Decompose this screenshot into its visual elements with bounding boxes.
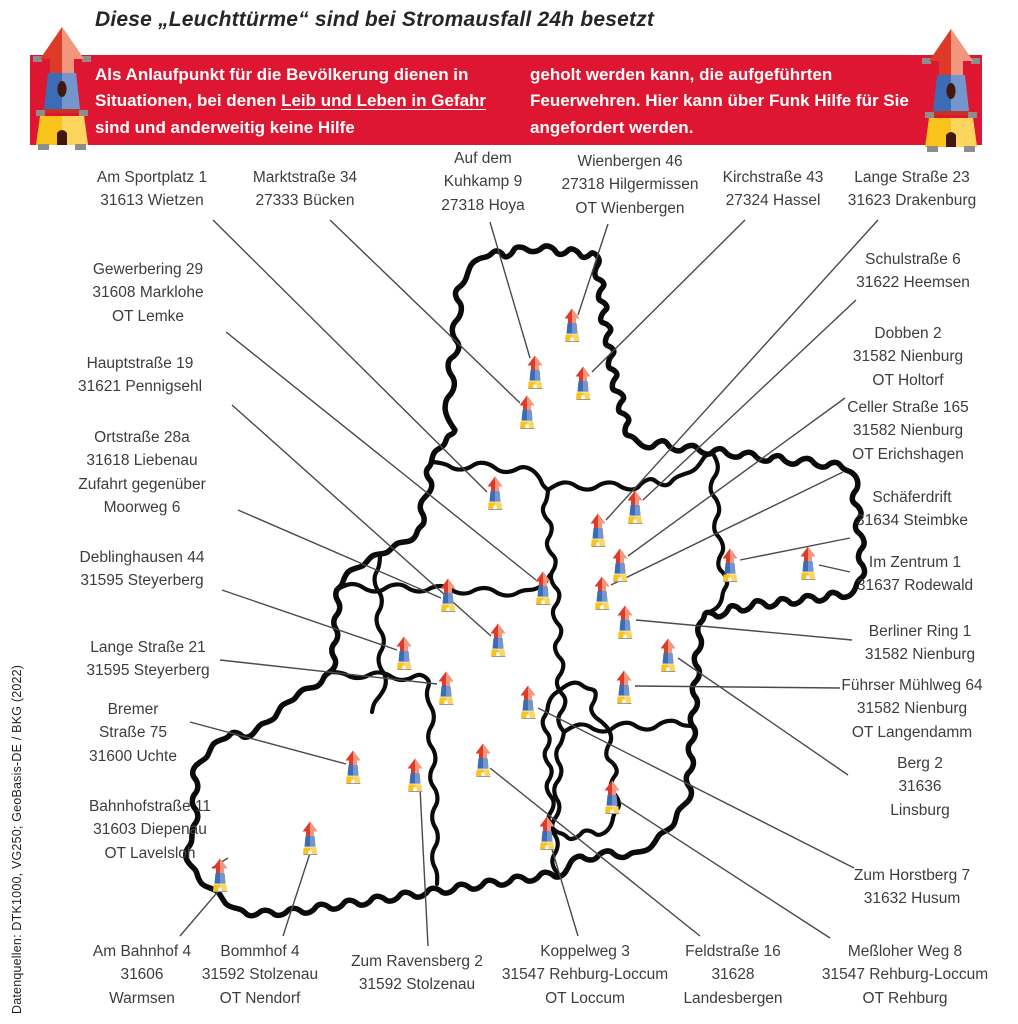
lighthouse-marker-icon xyxy=(613,549,628,583)
leader-line-marklohe xyxy=(226,332,536,580)
map-label-warmsen xyxy=(93,940,191,1010)
leader-line-hoya xyxy=(490,222,530,358)
map-label-lavelsloh xyxy=(89,795,211,865)
map-label-linsburg xyxy=(890,752,949,822)
lighthouse-marker-icon xyxy=(303,822,318,856)
lighthouse-marker-icon xyxy=(488,477,503,511)
map-label-buecken xyxy=(253,166,357,213)
map-label-line: Koppelweg 3 xyxy=(540,943,630,960)
lighthouse-marker-icon xyxy=(591,514,606,548)
map-label-line: 31637 Rodewald xyxy=(856,577,974,595)
map-label-uchte xyxy=(89,698,177,768)
leader-line-rehburg xyxy=(620,802,830,938)
map-label-line: 31613 Wietzen xyxy=(100,192,204,210)
map-label-line: Auf dem xyxy=(454,150,512,167)
lighthouse-marker-icon xyxy=(521,686,536,720)
banner-text-left-underlined: Leib und Leben in Gefahr xyxy=(281,91,487,111)
map-label-line: OT Nendorf xyxy=(219,989,301,1007)
map-label-line: OT Langendamm xyxy=(851,723,973,741)
map-label-line: Landesbergen xyxy=(683,989,783,1007)
map-label-line: Am Sportplatz 1 xyxy=(96,169,208,186)
map-label-erichshagen xyxy=(847,396,968,466)
map-label-line: Kuhkamp 9 xyxy=(443,173,523,191)
map-label-hoya xyxy=(441,147,525,217)
leader-line-rodewald xyxy=(819,565,850,572)
map-label-line: Meßloher Weg 8 xyxy=(847,943,963,960)
map-label-steyerberg-lange xyxy=(86,636,209,683)
lighthouse-marker-icon xyxy=(576,367,591,401)
map-label-line: 31636 xyxy=(898,778,942,796)
map-label-marklohe xyxy=(92,258,203,328)
map-label-line: 31634 Steimbke xyxy=(855,512,969,530)
map-label-line: Warmsen xyxy=(109,989,175,1007)
map-label-line: Am Bahnhof 4 xyxy=(92,943,192,960)
map-label-line: Linsburg xyxy=(890,801,950,819)
leader-line-buecken xyxy=(330,220,520,403)
map-label-line: 31582 Nienburg xyxy=(864,646,976,664)
lighthouse-marker-icon xyxy=(397,637,412,671)
map-markers xyxy=(213,309,816,893)
map-label-line: Zufahrt gegenüber xyxy=(78,475,206,493)
lighthouse-marker-icon xyxy=(723,549,738,583)
municipal-border xyxy=(372,556,386,712)
lighthouse-marker-icon xyxy=(439,672,454,706)
map-label-line: Gewerbering 29 xyxy=(92,261,204,278)
map-label-loccum xyxy=(502,940,668,1010)
map-label-line: 31600 Uchte xyxy=(89,747,177,765)
map-label-line: 31628 xyxy=(711,966,755,984)
lighthouse-marker-icon xyxy=(441,579,456,613)
banner-text-left-part2: sind und anderweitig keine Hilfe xyxy=(95,117,355,137)
data-source-note: Datenquellen: DTK1000, VG250; GeoBasis-DE / BKG (2022) xyxy=(10,664,24,1014)
map-label-line: 31622 Heemsen xyxy=(856,274,970,292)
leader-line-landesbergen xyxy=(490,768,700,936)
map-label-pennigsehl xyxy=(78,352,202,399)
lighthouse-marker-icon xyxy=(801,547,816,581)
leader-lines xyxy=(180,220,878,946)
map-label-line: 27333 Bücken xyxy=(255,192,355,210)
lighthouse-marker-icon xyxy=(628,491,643,525)
map-label-hassel xyxy=(723,166,824,213)
map-label-line: 31595 Steyerberg xyxy=(80,572,204,590)
map-label-line: Führser Mühlweg 64 xyxy=(841,677,983,694)
map-label-landesbergen xyxy=(683,940,782,1010)
map-label-steimbke xyxy=(856,486,968,533)
leader-line-hassel xyxy=(592,220,745,372)
map-label-line: Lange Straße 23 xyxy=(854,169,970,186)
map-label-line: Deblinghausen 44 xyxy=(79,549,205,566)
lighthouse-marker-icon xyxy=(617,671,632,705)
map-label-line: OT Lemke xyxy=(111,307,185,325)
map-label-wietzen xyxy=(97,166,207,213)
map-label-line: Kirchstraße 43 xyxy=(722,169,824,186)
map-label-line: 27324 Hassel xyxy=(725,192,821,210)
map-label-berliner-ring xyxy=(865,620,975,667)
map-label-line: Feldstraße 16 xyxy=(685,943,781,960)
leader-line-langendamm xyxy=(635,686,840,688)
map-label-ravensberg xyxy=(351,950,483,997)
map-label-line: OT Wienbergen xyxy=(575,199,685,217)
map-label-husum xyxy=(854,864,970,911)
map-label-line: 31582 Nienburg xyxy=(852,348,964,366)
banner-text-left-part1: Als Anlaufpunkt für die Bevölkerung dienen in Situationen, bei denen xyxy=(95,65,469,111)
map-label-line: Zum Ravensberg 2 xyxy=(351,953,483,970)
map-label-line: Celler Straße 165 xyxy=(847,399,969,416)
lighthouse-marker-icon xyxy=(213,859,228,893)
lighthouse-marker-icon xyxy=(595,577,610,611)
map-label-line: 31632 Husum xyxy=(863,890,961,908)
leader-line-heemsen xyxy=(643,300,856,500)
map-label-liebenau xyxy=(78,426,206,519)
lighthouse-marker-icon xyxy=(476,744,491,778)
leader-line-steimbke xyxy=(740,538,850,560)
map-label-line: 31592 Stolzenau xyxy=(358,976,476,994)
leader-line-nendorf xyxy=(283,850,311,936)
map-label-line: Wienbergen 46 xyxy=(577,153,683,170)
map-label-nendorf xyxy=(202,940,318,1010)
map-label-line: 31592 Stolzenau xyxy=(201,966,319,984)
lighthouse-marker-icon xyxy=(528,356,543,390)
map-label-line: 31623 Drakenburg xyxy=(847,192,977,210)
leader-line-linsburg xyxy=(678,658,848,775)
map-label-line: 31606 xyxy=(120,966,164,984)
map-label-line: OT Lavelsloh xyxy=(104,844,196,862)
leader-line-holtorf xyxy=(628,398,845,556)
page-title: Diese „Leuchttürme“ sind bei Stromausfall 24h besetzt xyxy=(95,8,655,31)
leader-line-warmsen xyxy=(180,888,221,936)
map-label-line: 31621 Pennigsehl xyxy=(77,378,203,396)
map-label-line: Hauptstraße 19 xyxy=(86,355,194,372)
map-label-line: Bremer xyxy=(107,701,159,718)
map-label-line: 31608 Marklohe xyxy=(92,284,204,302)
map-label-line: OT Erichshagen xyxy=(852,445,964,463)
map-label-line: Schulstraße 6 xyxy=(865,251,961,268)
map-label-line: Bahnhofstraße 11 xyxy=(88,798,212,815)
map-label-line: Berliner Ring 1 xyxy=(868,623,972,640)
leader-line-berliner-ring xyxy=(636,620,852,640)
lighthouse-marker-icon xyxy=(491,624,506,658)
map-label-line: Marktstraße 34 xyxy=(252,169,358,186)
lighthouse-marker-icon xyxy=(408,759,423,793)
lighthouse-marker-icon xyxy=(618,606,633,640)
map-label-line: Dobben 2 xyxy=(874,325,942,342)
map-label-line: 31582 Nienburg xyxy=(856,700,968,718)
municipal-border xyxy=(330,672,438,884)
map-label-line: Zum Horstberg 7 xyxy=(853,867,971,884)
map-label-line: Berg 2 xyxy=(897,755,943,772)
map-label-line: 27318 Hoya xyxy=(441,196,525,214)
map-label-line: OT Holtorf xyxy=(872,371,944,389)
map-label-line: 27318 Hilgermissen xyxy=(561,176,699,194)
map-label-line: OT Loccum xyxy=(545,989,625,1007)
map-label-line: Lange Straße 21 xyxy=(90,639,206,656)
leader-line-ravensberg xyxy=(420,788,428,946)
map-label-drakenburg xyxy=(848,166,976,213)
map-label-line: 31595 Steyerberg xyxy=(86,662,210,680)
map-label-line: Straße 75 xyxy=(98,724,168,742)
map-label-line: Bommhof 4 xyxy=(220,943,300,960)
lighthouse-marker-icon xyxy=(661,639,676,673)
map-label-line: 31547 Rehburg-Loccum xyxy=(821,966,989,984)
banner-text-right: geholt werden kann, die aufgeführten Feuerwehren. Hier kann über Funk Hilfe für Sie angefordert werden. xyxy=(530,65,909,137)
municipal-border xyxy=(543,683,619,839)
lighthouse-marker-icon xyxy=(346,751,361,785)
map-label-holtorf xyxy=(853,322,963,392)
map-label-rodewald xyxy=(857,551,973,598)
map-label-line: 31618 Liebenau xyxy=(86,452,198,470)
leader-line-deblinghausen xyxy=(222,590,397,650)
lighthouse-marker-icon xyxy=(565,309,580,343)
map-label-line: Im Zentrum 1 xyxy=(868,554,962,571)
map-label-wienbergen xyxy=(562,150,699,220)
map-label-langendamm xyxy=(841,674,982,744)
map-label-line: 31547 Rehburg-Loccum xyxy=(501,966,669,984)
map-label-line: 31582 Nienburg xyxy=(852,422,964,440)
map-label-line: Ortstraße 28a xyxy=(94,429,190,446)
map-label-line: 31603 Diepenau xyxy=(93,821,207,839)
map-label-line: Moorweg 6 xyxy=(103,498,181,516)
map-label-deblinghausen xyxy=(80,546,205,593)
leader-line-wietzen xyxy=(213,220,487,492)
map-label-rehburg xyxy=(822,940,988,1010)
lighthouse-marker-icon xyxy=(520,396,535,430)
map-label-line: Schäferdrift xyxy=(872,489,952,506)
map-label-heemsen xyxy=(856,248,970,295)
map-label-line: OT Rehburg xyxy=(862,989,948,1007)
